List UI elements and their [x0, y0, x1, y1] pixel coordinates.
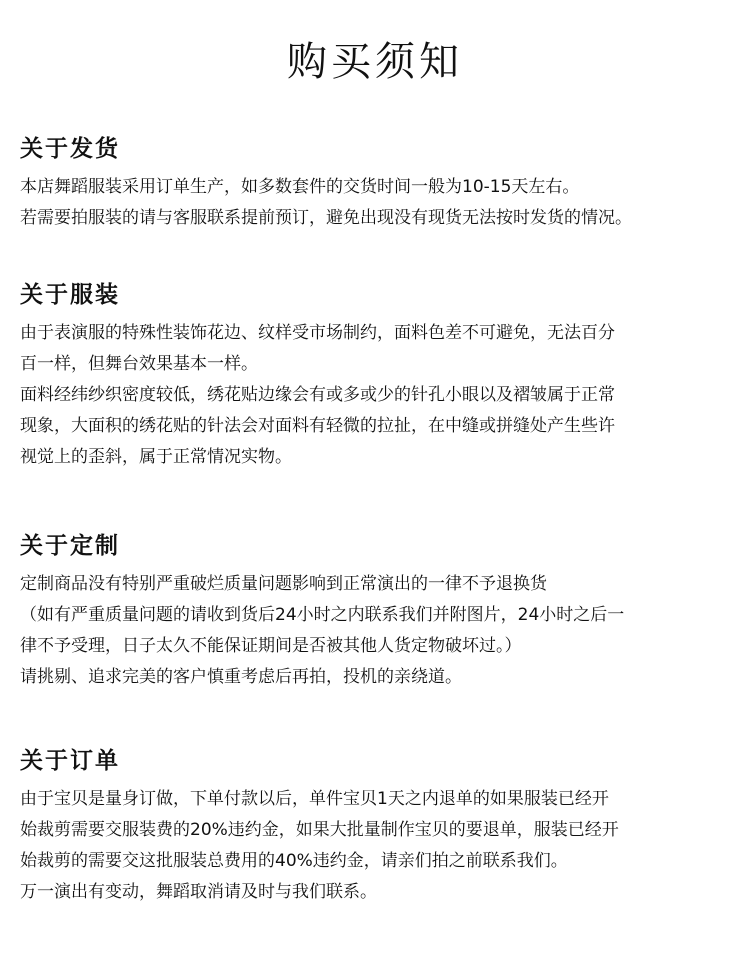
section-line: 由于表演服的特殊性装饰花边、纹样受市场制约，面料色差不可避免，无法百分: [20, 323, 615, 343]
page-title: 购买须知: [287, 39, 463, 85]
section-heading: 关于定制: [20, 533, 120, 559]
section-line: 律不予受理，日子太久不能保证期间是否被其他人货定物破坏过。）: [20, 636, 522, 656]
section-line: 视觉上的歪斜，属于正常情况实物。: [20, 447, 292, 467]
section-heading: 关于发货: [20, 136, 120, 162]
section-line: 由于宝贝是量身订做，下单付款以后，单件宝贝1天之内退单的如果服装已经开: [20, 789, 609, 809]
section-line: 定制商品没有特别严重破烂质量问题影响到正常演出的一律不予退换货: [20, 574, 547, 594]
section-line: 百一样，但舞台效果基本一样。: [20, 354, 258, 374]
section-line: 若需要拍服装的请与客服联系提前预订，避免出现没有现货无法按时发货的情况。: [20, 208, 632, 228]
section-line: （如有严重质量问题的请收到货后24小时之内联系我们并附图片，24小时之后一: [20, 605, 625, 625]
section-costume: [20, 279, 748, 473]
section-line: 面料经纬纱织密度较低，绣花贴边缘会有或多或少的针孔小眼以及褶皱属于正常: [20, 385, 615, 405]
section-line: 万一演出有变动，舞蹈取消请及时与我们联系。: [20, 882, 377, 902]
section-orders: [20, 745, 748, 908]
section-heading: 关于服装: [20, 282, 120, 308]
section-line: 请挑剔、追求完美的客户慎重考虑后再拍，投机的亲绕道。: [20, 667, 462, 687]
section-line: 现象，大面积的绣花贴的针法会对面料有轻微的拉扯，在中缝或拼缝处产生些许: [20, 416, 615, 436]
section-line: 本店舞蹈服装采用订单生产，如多数套件的交货时间一般为10-15天左右。: [20, 177, 580, 197]
section-shipping: [20, 133, 748, 234]
section-custom-order: [20, 530, 748, 693]
section-line: 始裁剪的需要交这批服装总费用的40%违约金，请亲们拍之前联系我们。: [20, 851, 568, 871]
section-heading: 关于订单: [20, 748, 120, 774]
section-line: 始裁剪需要交服装费的20%违约金，如果大批量制作宝贝的要退单，服装已经开: [20, 820, 619, 840]
